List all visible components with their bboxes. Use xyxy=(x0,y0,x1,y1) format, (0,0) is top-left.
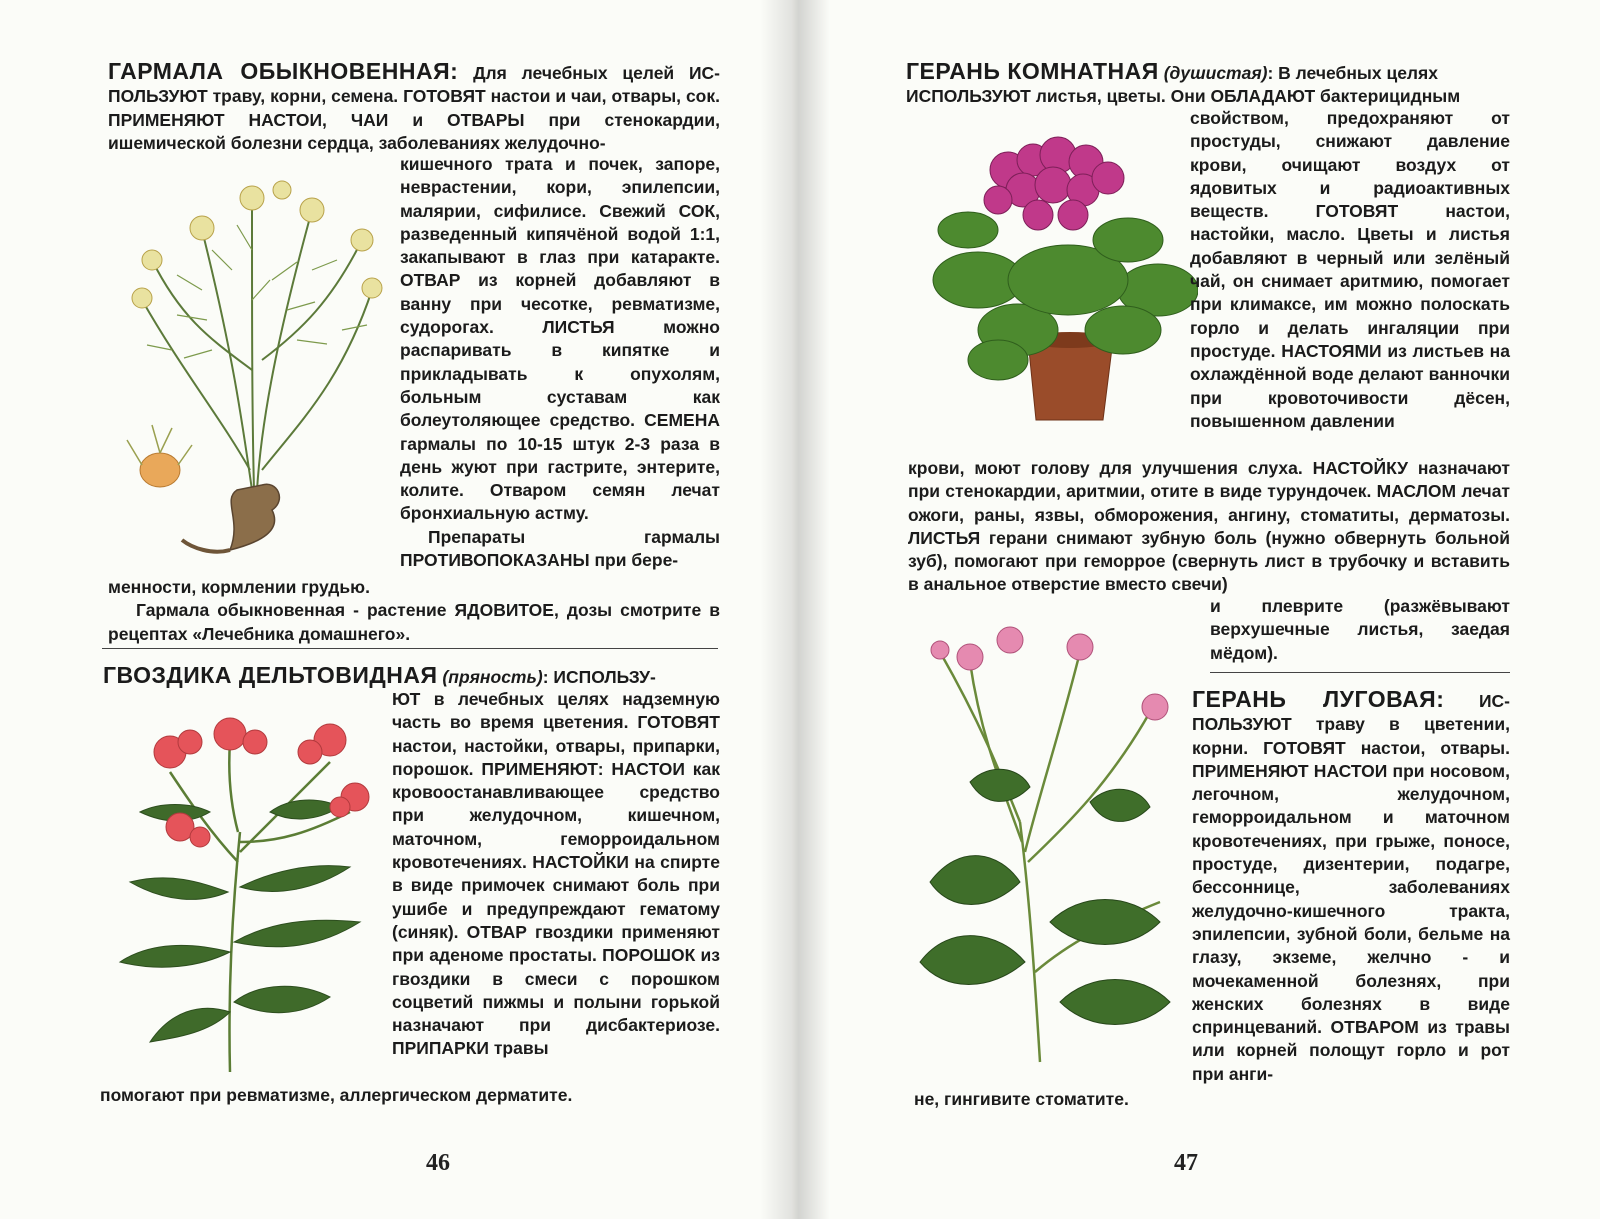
geran-komnatnaya-side xyxy=(1190,107,1510,433)
section-divider-right xyxy=(1210,672,1510,673)
gvozdika-bottom-text xyxy=(100,1084,720,1107)
gvozdika-heading-tail: : ИСПОЛЬЗУ- xyxy=(542,667,656,687)
page-number-left: 46 xyxy=(426,1150,450,1176)
geran-lugovaya-text xyxy=(1192,688,1510,1086)
garmala-top-text xyxy=(108,60,720,155)
geran-lugovaya-bottom-body: не, гингивите стоматите. xyxy=(914,1089,1129,1109)
geran-lugovaya-bottom xyxy=(914,1088,1314,1111)
garmala-bottom-body: менности, кормлении грудью. xyxy=(108,577,370,597)
section-divider-left xyxy=(102,648,718,649)
meadow-geranium-illustration xyxy=(910,622,1200,1072)
gvozdika-side-body: ЮТ в лечебных целях надземную часть во время цветения. ГОТОВЯТ настои, настойки, отвары, припарки, порошок. ПРИМЕНЯЮТ: НАСТОИ как кровоостанавливающее средство при желудочном, кишечном, маточном, геморроидальном кровотечениях. НАСТОЙКИ на спирте в виде примочек снимают боль при ушибе и предупреждают гематому (синяк). ОТВАР гвоздики применяют при аденоме простаты. ПОРОШОК из гвоздики в смеси с порошком соцветий пижмы и полыни горькой назначают при дисбактериозе. ПРИПАРКИ травы xyxy=(392,689,720,1059)
geran-komnatnaya-bottom xyxy=(908,457,1510,597)
gvozdika-side-text xyxy=(392,688,720,1061)
geran-lugovaya-side-body: ПОЛЬЗУЮТ траву в цветении, корни. ГОТОВЯТ настои, отвары. ПРИМЕНЯЮТ НАСТОИ при носовом, легочном, желудочном, геморроидальном и маточном кровотечениях, при грыже, поносе, простуде, дизентерии, подагре, бессоннице, заболеваниях желудочно-кишечного тракта, эпилепсии, зубной боли, бельме на глазу, экземе, желчно - и мочекаменной болезнях, при женских болезнях в виде спринцеваний. ОТВАРОМ из травы или корней полощут горло и рот при анги- xyxy=(1192,714,1510,1084)
gvozdika-heading-line xyxy=(103,664,719,689)
page-number-right: 47 xyxy=(1174,1150,1198,1176)
geran-komnatnaya-note: (душистая) xyxy=(1163,63,1268,83)
page-right xyxy=(790,0,1600,1219)
geran-lugovaya-tail: ИС- xyxy=(1478,691,1510,711)
book-gutter xyxy=(760,0,830,1219)
garmala-side-body: кишечного трата и почек, запоре, неврастении, кори, эпилепсии, малярии, сифилисе. Свежий СОК, разведенный кипячёной водой 1:1, закапывают в глаз при катаракте. ОТВАР из корней добавляют в ванну при чесотке, ревматизме, судорогах. ЛИСТЬЯ можно распаривать в кипятке и прикладывать к опухолям, больным суставам как болеутоляющее средство. СЕМЕНА гармалы по 10-15 штук 2-3 раза в день жуют при гастрите, энтерите, колите. Отваром семян лечат бронхиальную астму. xyxy=(400,154,720,524)
geran-komnatnaya-bottom-body: крови, моют голову для улучшения слуха. НАСТОЙКУ назначают при стенокардии, аритмии, отите в виде турундочек. МАСЛОМ лечат ожоги, раны, язвы, обморожения, ангину, стоматиты, дерматозы. ЛИСТЬЯ герани снимают зубную боль (нужно обвернуть больной зуб), помогают при геморрое (свернуть лист в трубочку и вставить в анальное отверстие вместо свечи) xyxy=(908,458,1510,595)
geran-komnatnaya-side-body: свойством, предохраняют от простуды, снижают давление крови, очищают воздух от ядовитых и радиоактивных веществ. ГОТОВЯТ настои, настойки, масло. Цветы и листья добавляют в черный или зелёный чай, он снимает аритмию, помогает при климаксе, им можно полоскать горло и делать ингаляции при простуде. НАСТОЯМИ из листьев на охлаждённой воде делают ванночки при кровоточивости дёсен, повышенном давлении xyxy=(1190,108,1510,431)
geran-lugovaya-heading: ГЕРАНЬ ЛУГОВАЯ: xyxy=(1192,686,1445,712)
geran-komnatnaya-heading: ГЕРАНЬ КОМНАТНАЯ xyxy=(906,58,1159,84)
garmala-side-text xyxy=(400,153,720,572)
geran-komnatnaya-tail: : В лечебных целях xyxy=(1267,63,1438,83)
garmala-note: Гармала обыкновенная - растение ЯДОВИТОЕ, дозы смотрите в рецептах «Лечебника домашнего». xyxy=(108,600,720,644)
garmala-bottom-text xyxy=(108,576,720,646)
garmala-heading: ГАРМАЛА ОБЫКНОВЕННАЯ: xyxy=(108,58,459,84)
gvozdika-heading-note: (пряность) xyxy=(442,667,543,687)
geran-komnatnaya-side2 xyxy=(1210,595,1510,665)
potted-geranium-photo xyxy=(928,130,1198,430)
carnation-plant-illustration xyxy=(110,712,380,1082)
geran-komnatnaya-line2: ИСПОЛЬЗУЮТ листья, цветы. Они ОБЛАДАЮТ бактерицидным xyxy=(906,86,1461,107)
gvozdika-heading: ГВОЗДИКА ДЕЛЬТОВИДНАЯ xyxy=(103,662,438,688)
page-left xyxy=(0,0,790,1219)
gvozdika-bottom-body: помогают при ревматизме, аллергическом дерматите. xyxy=(100,1085,573,1105)
geran-komnatnaya-side2-body: и плеврите (разжёвывают верхушечные листья, заедая мёдом). xyxy=(1210,596,1510,663)
garmala-contra: Препараты гармалы ПРОТИВОПОКАЗАНЫ при бере- xyxy=(400,526,720,571)
geran-komnatnaya-top xyxy=(906,60,1510,109)
harmala-plant-illustration xyxy=(112,170,392,560)
garmala-intro: Для лечебных целей ИС- ПОЛЬЗУЮТ траву, корни, семена. ГОТОВЯТ настои и чаи, отвары, сок. ПРИМЕНЯЮТ НАСТОИ, ЧАИ и ОТВАРЫ при стенокардии, ишемической болезни сердца, заболеваниях желудочно- xyxy=(108,63,721,153)
